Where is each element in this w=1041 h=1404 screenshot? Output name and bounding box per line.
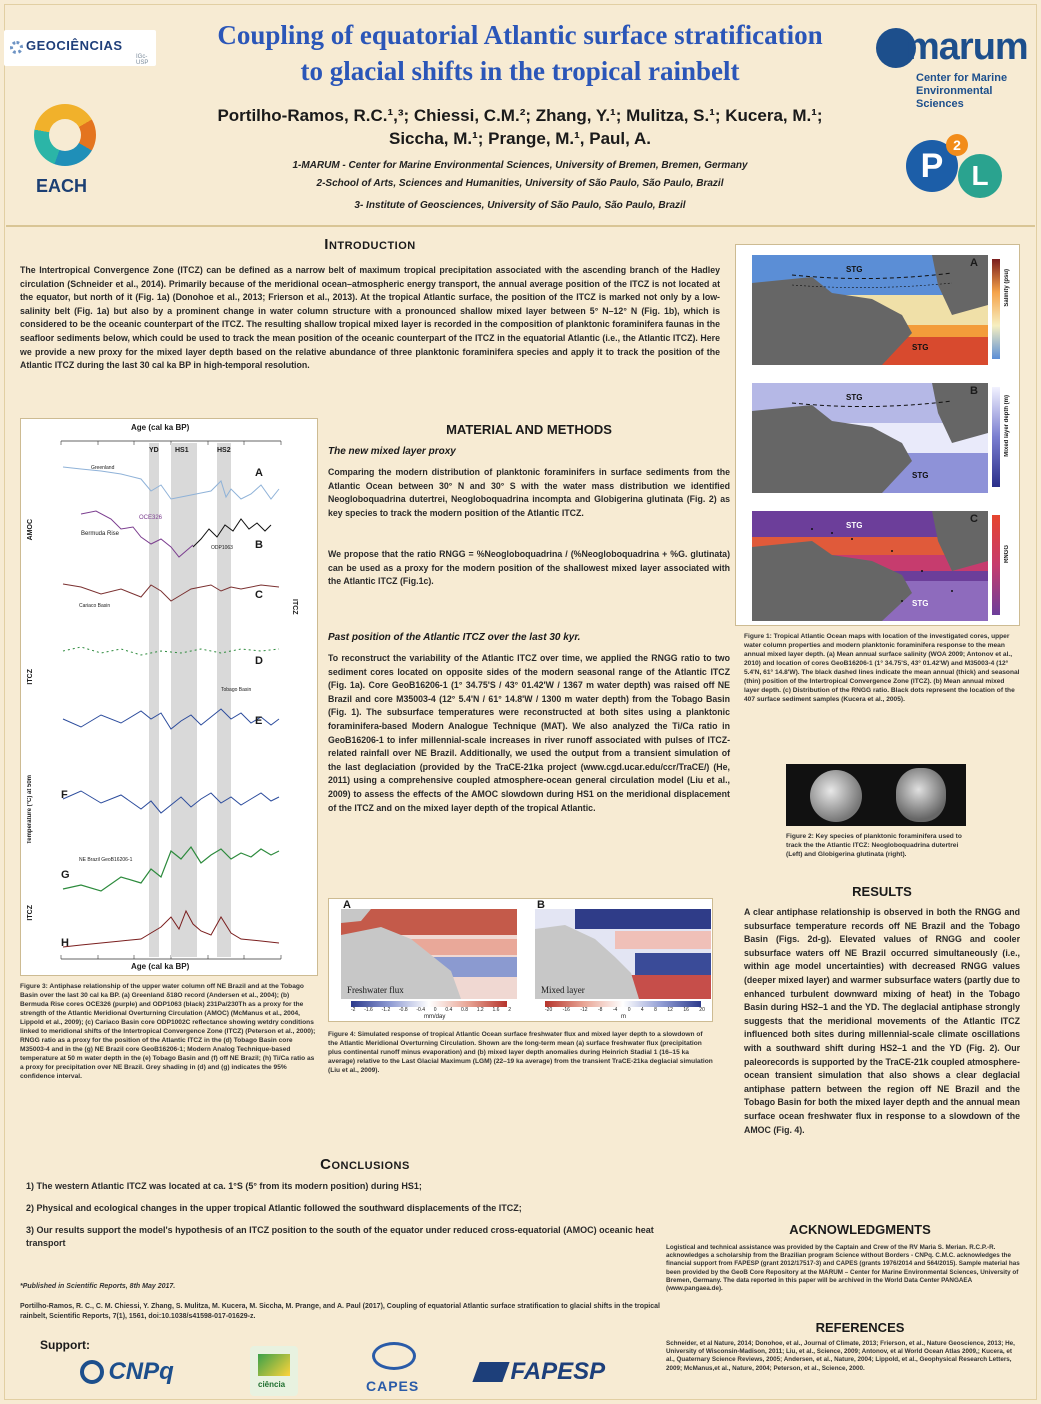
geociencias-logo-subtext: IGc-USP: [136, 54, 149, 66]
fig3-axis-itcz-d: ITCZ: [27, 669, 34, 685]
fig1-map-c: [752, 511, 988, 621]
fig1-colorbar-b: [992, 387, 1000, 487]
ciencia-logo: ciência: [250, 1346, 298, 1396]
fig3-label-bermuda: Bermuda Rise: [81, 531, 120, 537]
greenland-series: [63, 467, 279, 499]
cnpq-logo: CNPq: [80, 1358, 174, 1386]
methods-paragraph-3: To reconstruct the variability of the Atlantic ITCZ over time, we applied the RNGG ratio to two sediment cores located on opposite sides of the modern seasonal range of the Atlantic ITCZ (Fig. 1a). Core GeoB16206-1 (1° 34.75'S / 43° 01.42'W / 1367 m water depth) was raised off NE Brazil and core M35003-4 (12° 5.4'N / 61° 14.8'W / 1300 m water depth) from the Tobago Basin (Fig. 1). The subsurface temperatures were reconstructed at both sites using a planktonic foraminifera-based Modern Analogue Technique (MAT). We also analyzed the Ti/Ca ratio in GeoB16206-1 to infer millennial-scale increases in river runoff associated with pulses of ITCZ-related rainfall over NE Brazil. Additionally, we used the output from a transient simulation of the last deglaciation (provided by the TraCE-21ka project (www.cgd.ucar.edu/ccr/TraCE/) (He, 2011) using a comprehensive coupled atmosphere-ocean general circulation model (Liu et al., 2009) to assess the effects of the AMOC slowdown during HS1 on the meridional displacement of the ITCZ and on the mixed layer depth of the tropical Atlantic.: [328, 653, 730, 813]
fig3-label-tobago: Tobago Basin: [221, 687, 252, 693]
authors: Portilho-Ramos, R.C.¹,³; Chiessi, C.M.²; Zhang, Y.¹; Mulitza, S.¹; Kucera, M.¹; Siccha, M.¹; Prange, M.¹, Paul, A.: [217, 106, 823, 148]
fig1-axis-a: Salinity (psu): [1004, 269, 1010, 307]
fig1-colorbar-a: [992, 259, 1000, 359]
affiliation-1: 1-MARUM - Center for Marine Environmental Sciences, University of Bremen, Bremen, Germany: [292, 160, 748, 171]
fig3-panel-f: F: [61, 789, 68, 801]
tobago-rngg-series: [63, 647, 279, 655]
fig4-panel-b: B: [537, 899, 545, 911]
geociencias-logo-text: GEOCIÊNCIAS: [26, 38, 123, 53]
fig1-map-b: [752, 383, 988, 493]
support-label: Support:: [40, 1338, 90, 1352]
marum-subtitle: Center for Marine Environmental Sciences: [916, 72, 1008, 110]
foraminifera-right-icon: [896, 768, 946, 822]
figure-2-caption: Figure 2: Key species of planktonic foraminifera used to track the the Atlantic ITCZ: Neogloboquadrina dutertrei (Left) and Globigerina glutinata (right).: [786, 833, 962, 858]
methods-subtitle-1: The new mixed layer proxy: [328, 446, 456, 457]
geociencias-dot-icon: [10, 41, 23, 54]
tobago-temp-series: [63, 709, 279, 729]
figure-2-photo: [786, 764, 966, 826]
fig1-stg-b-north: STG: [846, 393, 863, 402]
geociencias-logo: [4, 30, 156, 66]
poster-title-line2: to glacial shifts in the tropical rainbelt: [300, 56, 740, 86]
fig3-panel-d: D: [255, 655, 263, 667]
fig1-panel-b: B: [970, 385, 978, 397]
fig1-stg-a-north: STG: [846, 265, 863, 274]
fig3-panel-b: B: [255, 539, 263, 551]
each-logo: [22, 100, 112, 210]
results-title: RESULTS: [852, 884, 912, 899]
fig1-stg-a-south: STG: [912, 343, 929, 352]
figure-1: [735, 244, 1020, 626]
fig4-map-b-label: Mixed layer: [541, 985, 585, 995]
fig3-label-greenland: Greenland: [91, 465, 115, 471]
event-yd: YD: [149, 447, 159, 454]
introduction-title: Introduction: [324, 236, 416, 253]
conclusions-title: Conclusions: [320, 1156, 410, 1173]
capes-icon: [372, 1342, 416, 1370]
event-hs2: HS2: [217, 447, 231, 454]
fig3-panel-h: H: [61, 937, 69, 949]
conclusion-item-3: 3) Our results support the model's hypothesis of an ITCZ position to the south of the equator under reduced cross-equatorial (AMOC) oceanic heat transport: [26, 1225, 654, 1248]
fig4-panel-a: A: [343, 899, 351, 911]
p2l-logo: P L 2: [906, 134, 1026, 204]
methods-title: MATERIAL AND METHODS: [446, 422, 612, 437]
cariaco-series: [63, 584, 279, 601]
fig1-stg-c-north: STG: [846, 521, 863, 530]
fig3-panel-c: C: [255, 589, 263, 601]
affiliation-2: 2-School of Arts, Sciences and Humanities, University of São Paulo, São Paulo, Brazil: [316, 178, 724, 189]
fig1-panel-a: A: [970, 257, 978, 269]
introduction-text: The Intertropical Convergence Zone (ITCZ) can be defined as a narrow belt of maximum tropical precipitation associated with the ascending branch of the Hadley circulation (Schneider et al., 2014). Primarily because of the meridional ocean–atmospheric energy transport, the annual average position of the ITCZ is not located at the equator, but north of it (Fig. 1a) (Donohoe et al., 2013; Frierson et al., 2013). At the tropical Atlantic surface, the position of the ITCZ is marked not only by a low-salinity belt (Fig. 1a) but also by a prominent change in water column structure with a pronounced shallow mixed layer between 5° N–12° N (Fig. 1b), which is considered to be the oceanic counterpart of the ITCZ. The resulting shallow tropical mixed layer is recorded in the composition of planktonic foraminifera faunas in the seafloor sediments below, which could be used to track the mean position of the oceanic counterpart of the ITCZ in the equatorial Atlantic (i.e., the Atlantic ITCZ). Here we provide a new proxy for the mixed layer depth based on the relative abundance of three planktonic foraminifera species and apply it to track the position of the Atlantic ITCZ during the last 30 cal ka BP in high-temporal resolution.: [20, 265, 720, 371]
published-note: *Published in Scientific Reports, 8th May 2017.: [20, 1283, 176, 1290]
brazil-rngg-series: [63, 847, 279, 891]
fig3-series: [21, 419, 319, 977]
references-text: Schneider, et al Nature, 2014; Donohoe, et al., Journal of Climate, 2013; Frierson, et al., Nature Geoscience, 2013; He, University of Wisconsin-Madison, 2011; Liu, et al., Science, 2009; Antonov, et al World Ocean Atlas 2009,; Kucera, et al., Quaternary Science Reviews, 2005; Andersen, et al., Nature, 2004; Lippold, et al., Geophysical Research Letters, 2009; McManus,et al., Nature, 2004; Peterson, et al., Science, 2000.: [666, 1340, 1015, 1372]
cnpq-icon: [80, 1360, 104, 1384]
conclusion-item-1: 1) The western Atlantic ITCZ was located at ca. 1°S (5° from its modern position) during HS1;: [26, 1181, 422, 1191]
fig3-label-cariaco: Cariaco Basin: [79, 603, 111, 609]
header-divider: [6, 225, 1035, 227]
fig1-map-a: [752, 255, 988, 365]
fig1-axis-c: RNGG: [1004, 545, 1010, 563]
each-logo-text: EACH: [36, 176, 88, 196]
references-title: REFERENCES: [815, 1320, 905, 1335]
conclusion-item-2: 2) Physical and ecological changes in the upper tropical Atlantic followed the southward displacements of the ITCZ;: [26, 1203, 522, 1213]
fig4-ticks-a: -2 -1.6 -1.2 -0.8 -0.4 0 0.4 0.8 1.2 1.6 2: [351, 1007, 511, 1013]
ciencia-icon: [258, 1354, 290, 1376]
poster-title-line1: Coupling of equatorial Atlantic surface stratification: [217, 20, 823, 50]
figure-4-caption: Figure 4: Simulated response of tropical Atlantic Ocean surface freshwater flux and mixed layer depth to a slowdown of the Atlantic Meridional Overturning Circulation. Shown are the long-term mean (a) surface freshwater flux (precipitation plus continental runoff minus evaporation) and (b) mixed layer depth anomalies during Heinrich Stadial 1 (16–15 ka average) relative to the Last Glacial Maximum (LGM) (22–19 ka average) from the transient TraCE-21ka deglacial simulation (Liu et al., 2009).: [328, 1031, 713, 1074]
brazil-tica-series: [63, 911, 279, 947]
fig3-age-axis-bottom-label: Age (cal ka BP): [131, 962, 190, 971]
fapesp-icon: [472, 1362, 509, 1382]
affiliation-3: 3- Institute of Geosciences, University of São Paulo, São Paulo, Brazil: [354, 200, 686, 211]
fapesp-logo: FAPESP: [476, 1358, 605, 1386]
capes-logo: CAPES: [360, 1342, 430, 1400]
fig3-label-nebrazil: NE Brazil GeoB16206-1: [79, 857, 133, 863]
brazil-temp-series: [63, 791, 279, 813]
fig3-axis-itcz-c: ITCZ: [291, 599, 298, 615]
fig3-panel-g: G: [61, 869, 70, 881]
methods-subtitle-2: Past position of the Atlantic ITCZ over the last 30 kyr.: [328, 632, 581, 643]
fig4-map-a-label: Freshwater flux: [347, 985, 404, 995]
fig3-axis-itcz-h: ITCZ: [27, 905, 34, 921]
fig4-unit-b: m: [621, 1014, 626, 1020]
methods-paragraph-1: Comparing the modern distribution of planktonic foraminifers in surface sediments from the Atlantic Ocean between 30° N and 30° S with the water mass distribution we identified Neogloboquadrina dutertrei, Neogloboquadrina incompta and Globigerina glutinata (Fig. 2) as key species to track the modern position of the Atlantic ITCZ.: [328, 467, 730, 518]
fig1-stg-c-south: STG: [912, 599, 929, 608]
fig4-ticks-b: -20 -16 -12 -8 -4 0 4 8 12 16 20: [545, 1007, 705, 1013]
fig4-unit-a: mm/day: [424, 1014, 446, 1020]
methods-paragraph-2: We propose that the ratio RNGG = %Neogloboquadrina / (%Neogloboquadrina + %G. glutinata) can be used as a proxy for the modern position of the shallowest mixed layer associated with the Atlantic ITCZ (Fig.1c).: [328, 549, 730, 587]
acknowledgments-title: ACKNOWLEDGMENTS: [789, 1222, 931, 1237]
fig3-age-axis-top-label: Age (cal ka BP): [131, 423, 190, 432]
figure-3: [20, 418, 318, 976]
fig3-label-odp1063: ODP1063: [211, 545, 233, 551]
figure-3-caption: Figure 3: Antiphase relationship of the upper water column off NE Brazil and at the Tobago Basin over the last 30 cal ka BP. (a) Greenland δ18O record (Andersen et al., 2004); (b) Bermuda Rise cores OCE326 (purple) and ODP1063 (black) 231Pa/230Th as a proxy for the strength of the Atlantic Meridional Overturning Circulation (AMOC) (McManus et al., 2004, Lippold et al., 2009); (c) Cariaco Basin core ODP1002C reflectance showing wetdry conditions linked to meridional shifts of the Intertropical Convergence Zone (ITCZ) (Peterson et al., 2000); RNGG ratio as a proxy for the position of the Atlantic ITCZ in the (d) Tobago Basin core M35003-4 and in the (g) NE Brazil core GeoB16206-1; Modern Analog Technique-based temperature at 50 m water depth in the (e) Tobago Basin and (f) off NE Brazil; (h) Ti/Ca ratio as a proxy for precipitation over NE Brazil. Grey shading in (d) and (g) indicates the 95% confidence interval.: [20, 983, 316, 1080]
marum-logo-text: marum: [906, 26, 1028, 68]
event-hs1: HS1: [175, 447, 189, 454]
fig1-stg-b-south: STG: [912, 471, 929, 480]
figure-4: [328, 898, 713, 1022]
fig3-axis-temp: Temperature (°C) at 50m: [27, 775, 33, 844]
fig1-colorbar-c: [992, 515, 1000, 615]
foraminifera-left-icon: [810, 770, 862, 822]
fig3-label-oce326: OCE326: [139, 515, 163, 521]
marum-logo: [876, 26, 1036, 110]
fig3-panel-a: A: [255, 467, 263, 479]
results-text: A clear antiphase relationship is observed in both the RNGG and subsurface temperature records off NE Brazil and the Tobago Basin (Figs. 2d-g). Elevated values of RNGG and cooler subsurface waters off NE Brazil occurred simultaneously (i.e., within age model uncertainties) with decreased RNGG values (deeper mixed layer) and warmer subsurface waters (partly due to enhanced turbulent downward mixing of heat) in the Tobago Basin during HS2–1 and the YD. The deglacial antiphase strongly suggests that the meridional movements of the Atlantic ITCZ influenced both sites during millennial-scale climate oscillations with a southward shift during HS2–1 and the YD (Fig. 2). Our paleorecords is supported by the TraCE-21k coupled atmosphere-ocean transient simulation that also shows a clear deglacial antiphase pattern between the region off NE Brazil and the Tobago Basin for both the mixed layer depth and the annual mean surface ocean freshwater flux in response to a slowdown of the AMOC (Fig. 4).: [744, 907, 1020, 1135]
acknowledgments-text: Logistical and technical assistance was provided by the Captain and Crew of the RV Maria S. Merian. R.C.P.-R. acknowledges a scholarship from the Brazilian program Science without Borders - CNPq. C.M.C. acknowledges the financial support from FAPESP (grant 2012/17517-3) and CAPES (grants 1976/2014 and 564/2015). Sample material has been provided by the GeoB Core Repository at the MARUM – Center for Marine Environmental Sciences, University of Bremen, Germany. The data reported in this paper will be archived in the World Data Center PANGAEA (www.pangaea.de).: [666, 1244, 1020, 1293]
fig1-panel-c: C: [970, 513, 978, 525]
fig3-axis-amoc: AMOC: [27, 519, 34, 541]
fig1-axis-b: Mixed layer depth (m): [1004, 395, 1010, 457]
figure-1-caption: Figure 1: Tropical Atlantic Ocean maps with location of the investigated cores, upper water column properties and modern planktonic foraminifera response to the mean annual mixed layer depth. (a) Mean annual surface salinity (WOA 2009; Antonov et al., 2010) and location of cores GeoB16206-1 (1° 34.75'S, 43° 01.42'W) and M35003-4 (12° 5.4'N, 61° 14.8'W). The black dashed lines indicate the mean annual (thick) and seasonal (thin) position of the Intertropical Convergence Zone (ITCZ). (b) Mean annual mixed layer depth. (c) Distribution of the RNGG ratio. Black dots represent the location of the 407 surface sediment samples (Kucera et al., 2005).: [744, 633, 1020, 703]
fig3-panel-e: E: [255, 715, 263, 727]
citation: Portilho-Ramos, R. C., C. M. Chiessi, Y. Zhang, S. Mulitza, M. Kucera, M. Siccha, M. Prange, and A. Paul (2017), Coupling of equatorial Atlantic surface stratification to glacial shifts in the tropical rainbelt, Scientific Reports, 7(1), 1561, doi:10.1038/s41598-017-01629-z.: [20, 1303, 660, 1320]
